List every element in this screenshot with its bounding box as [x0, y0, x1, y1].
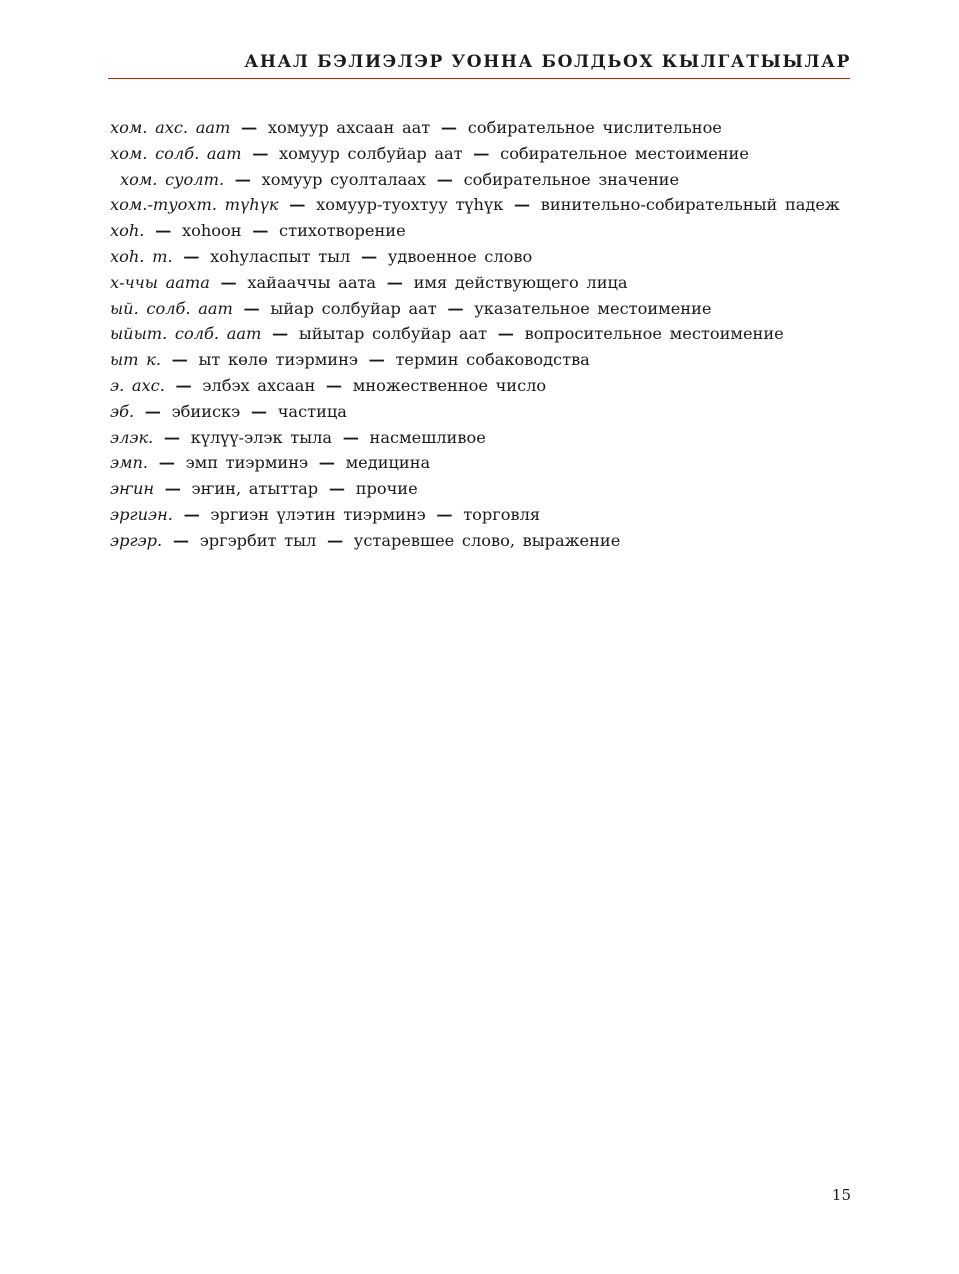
- russian-translation: собирательное числительное: [467, 118, 722, 137]
- yakut-expansion: хомуур ахсаан аат: [267, 118, 431, 137]
- yakut-expansion: хоһоон: [181, 221, 242, 241]
- yakut-expansion: эргиэн үлэтин тиэрминэ: [210, 504, 426, 524]
- russian-translation: частица: [277, 401, 347, 421]
- page-number: 15: [831, 1186, 851, 1204]
- russian-translation: стихотворение: [279, 221, 406, 241]
- russian-translation: удвоенное слово: [387, 246, 533, 266]
- dash-separator: —: [325, 375, 343, 395]
- yakut-expansion: ыйар солбуйар аат: [270, 298, 437, 318]
- abbreviation-entry: [110, 115, 852, 141]
- abbreviation-entry: [110, 347, 852, 373]
- yakut-expansion: эҥин, атыттар: [191, 479, 319, 499]
- abbreviation: хом. солб. аат: [110, 143, 242, 163]
- yakut-expansion: ыйытар солбуйар аат: [298, 324, 488, 344]
- yakut-expansion: эбиискэ: [171, 401, 241, 421]
- dash-separator: —: [241, 118, 258, 137]
- yakut-expansion: ыт көлө тиэрминэ: [198, 350, 358, 370]
- russian-translation: винительно-собирательный падеж: [540, 195, 840, 215]
- dash-separator: —: [272, 324, 289, 344]
- dash-separator: —: [289, 195, 306, 215]
- abbreviation: хом. суолт.: [120, 169, 225, 189]
- dash-separator: —: [473, 143, 490, 163]
- abbreviation: эҥин: [110, 479, 155, 499]
- abbreviation-entry: [110, 476, 852, 502]
- russian-translation: медицина: [345, 453, 431, 473]
- russian-translation: собирательное значение: [463, 169, 680, 189]
- abbreviation-entry: [110, 373, 852, 399]
- dash-separator: —: [447, 298, 464, 318]
- dash-separator: —: [440, 118, 458, 137]
- header-rule: [108, 78, 850, 79]
- dash-separator: —: [164, 479, 181, 499]
- dash-separator: —: [172, 530, 190, 550]
- dash-separator: —: [436, 504, 453, 524]
- russian-translation: вопросительное местоимение: [524, 324, 784, 344]
- abbreviation: ыйыт. солб. аат: [110, 324, 262, 344]
- abbreviation-entry: [110, 270, 852, 296]
- dash-separator: —: [234, 169, 251, 189]
- russian-translation: имя действующего лица: [413, 272, 628, 292]
- russian-translation: насмешливое: [369, 427, 486, 447]
- dash-separator: —: [250, 401, 268, 421]
- dash-separator: —: [175, 375, 192, 395]
- abbreviation-entry: [110, 296, 852, 322]
- yakut-expansion: хайааччы аата: [247, 272, 377, 292]
- dash-separator: —: [155, 221, 172, 241]
- abbreviation-entry: [110, 167, 852, 193]
- abbreviation-list: [110, 115, 852, 554]
- abbreviation: эргиэн.: [110, 504, 173, 524]
- abbreviation: х-ччы аата: [110, 272, 210, 292]
- dash-separator: —: [220, 272, 237, 292]
- dash-separator: —: [326, 530, 344, 550]
- abbreviation: элэк.: [110, 427, 154, 447]
- abbreviation: хоһ. т.: [110, 246, 173, 266]
- yakut-expansion: күлүү-элэк тыла: [190, 427, 333, 447]
- abbreviation-entry: [110, 141, 852, 167]
- abbreviation: ыт к.: [110, 350, 161, 370]
- dash-separator: —: [386, 272, 403, 292]
- dash-separator: —: [158, 453, 175, 473]
- abbreviation-entry: [110, 192, 852, 218]
- yakut-expansion: хоһуласпыт тыл: [210, 246, 351, 266]
- russian-translation: термин собаководства: [395, 350, 590, 370]
- russian-translation: множественное число: [352, 375, 547, 395]
- dash-separator: —: [497, 324, 514, 344]
- abbreviation: хом.-туохт. түһүк: [110, 195, 279, 215]
- dash-separator: —: [252, 143, 269, 163]
- dash-separator: —: [163, 427, 181, 447]
- abbreviation: э. ахс.: [110, 375, 165, 395]
- abbreviation-entry: [110, 502, 852, 528]
- dash-separator: —: [318, 453, 335, 473]
- abbreviation-entry: [110, 425, 852, 451]
- russian-translation: собирательное местоимение: [500, 143, 749, 163]
- abbreviation: эмп.: [110, 453, 149, 473]
- abbreviation: хом. ахс. аат: [110, 118, 231, 137]
- russian-translation: устаревшее слово, выражение: [353, 530, 621, 550]
- russian-translation: указательное местоимение: [474, 298, 712, 318]
- dash-separator: —: [342, 427, 359, 447]
- russian-translation: торговля: [463, 504, 541, 524]
- yakut-expansion: хомуур-туохтуу түһүк: [316, 195, 504, 215]
- dash-separator: —: [513, 195, 531, 215]
- yakut-expansion: хомуур солбуйар аат: [279, 143, 463, 163]
- abbreviation-entry: [110, 399, 852, 425]
- abbreviation-entry: [110, 528, 852, 554]
- abbreviation: ый. солб. аат: [110, 298, 233, 318]
- dash-separator: —: [328, 479, 346, 499]
- dash-separator: —: [171, 350, 188, 370]
- yakut-expansion: хомуур суолталаах: [261, 169, 427, 189]
- dash-separator: —: [243, 298, 260, 318]
- dash-separator: —: [183, 246, 200, 266]
- abbreviation: хоһ.: [110, 221, 145, 241]
- dash-separator: —: [368, 350, 385, 370]
- yakut-expansion: элбэх ахсаан: [202, 375, 316, 395]
- yakut-expansion: эмп тиэрминэ: [185, 453, 309, 473]
- dash-separator: —: [252, 221, 269, 241]
- abbreviation-entry: [110, 244, 852, 270]
- yakut-expansion: эргэрбит тыл: [199, 530, 317, 550]
- russian-translation: прочие: [355, 479, 418, 499]
- dash-separator: —: [183, 504, 200, 524]
- dash-separator: —: [436, 169, 453, 189]
- abbreviation-entry: [110, 450, 852, 476]
- abbreviation-entry: [110, 321, 852, 347]
- dash-separator: —: [144, 401, 161, 421]
- dash-separator: —: [360, 246, 378, 266]
- abbreviation: эб.: [110, 401, 135, 421]
- abbreviation-entry: [110, 218, 852, 244]
- running-header: АНАЛ БЭЛИЭЛЭР УОННА БОЛДЬОХ КЫЛГАТЫЫЛАР: [244, 52, 851, 72]
- abbreviation: эргэр.: [110, 530, 163, 550]
